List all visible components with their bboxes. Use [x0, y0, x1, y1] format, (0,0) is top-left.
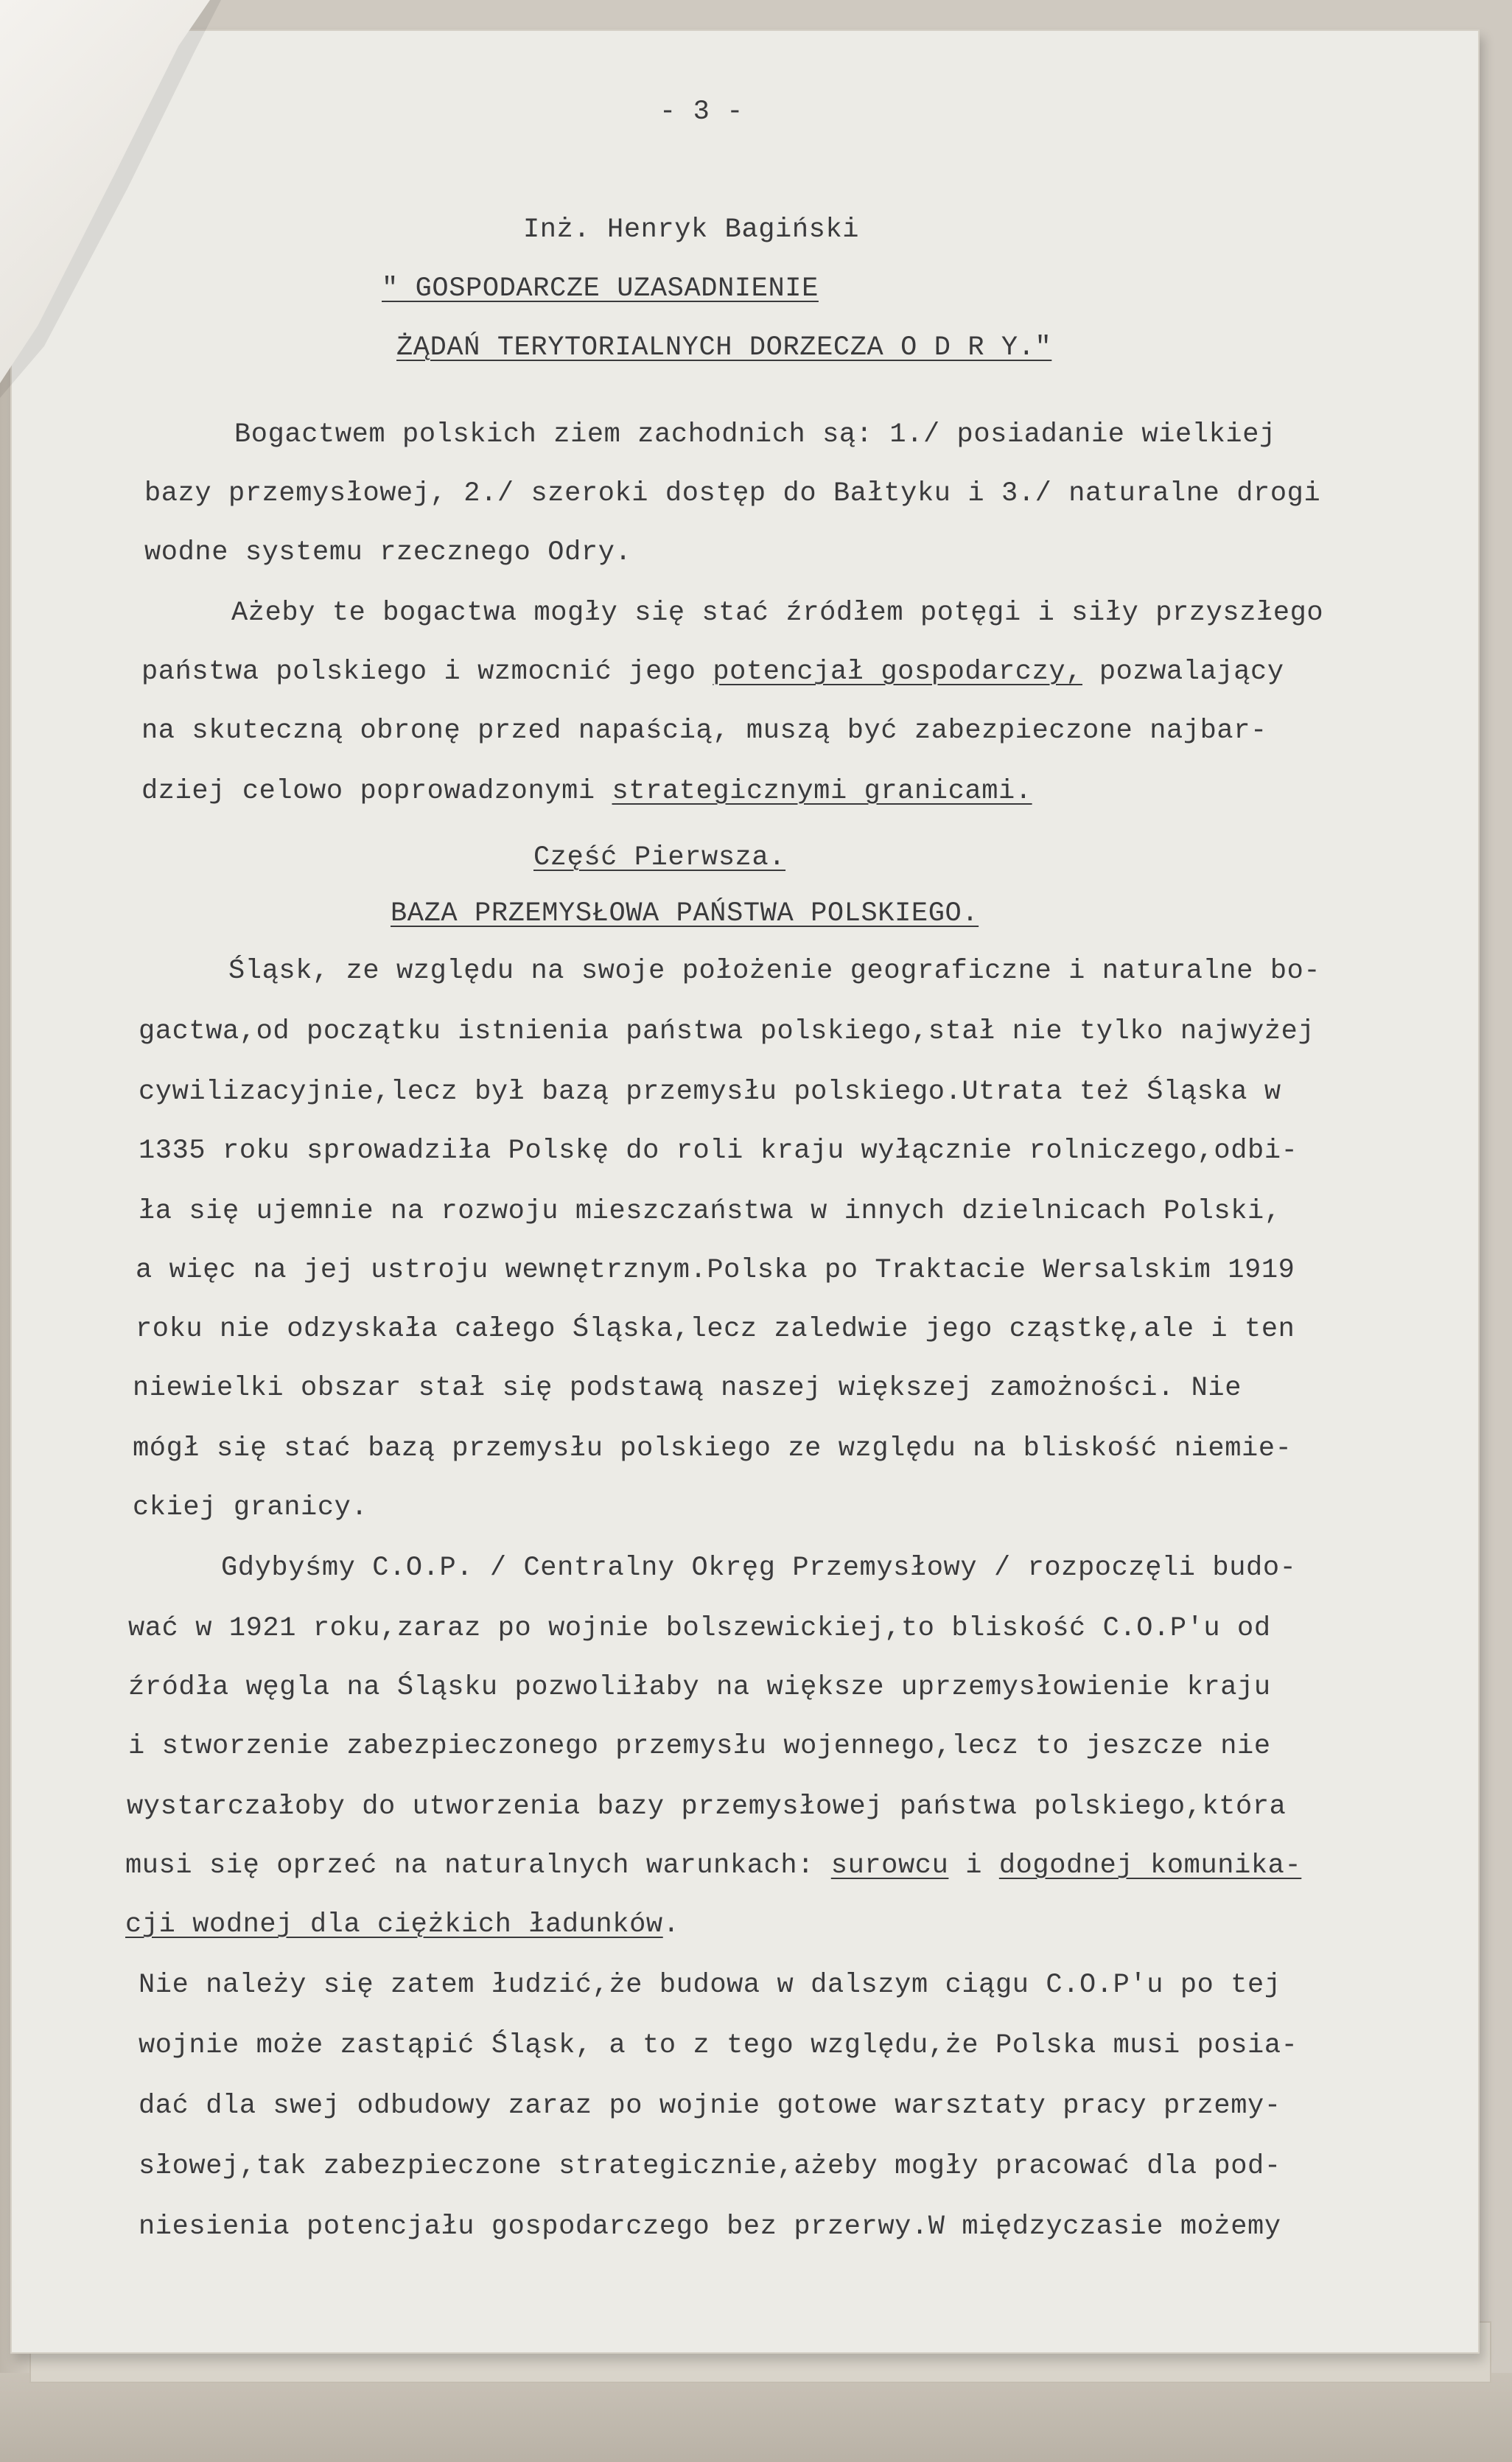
paragraph-3-line: Śląsk, ze względu na swoje położenie geograficzne i naturalne bo-	[228, 956, 1321, 987]
paragraph-5-line: wojnie może zastąpić Śląsk, a to z tego względu,że Polska musi posia-	[139, 2030, 1298, 2061]
paragraph-4-line: cji wodnej dla ciężkich ładunków.	[125, 1909, 680, 1940]
paragraph-3-line: gactwa,od początku istnienia państwa polskiego,stał nie tylko najwyżej	[139, 1016, 1315, 1047]
paragraph-3-line: a więc na jej ustroju wewnętrznym.Polska po Traktacie Wersalskim 1919	[136, 1255, 1295, 1286]
section-heading: BAZA PRZEMYSŁOWA PAŃSTWA POLSKIEGO.	[391, 898, 979, 929]
title-line-2: ŻĄDAŃ TERYTORIALNYCH DORZECZA O D R Y."	[396, 332, 1052, 363]
underlined-phrase: dogodnej komunika-	[998, 1850, 1302, 1881]
paragraph-4-line: musi się oprzeć na naturalnych warunkach: surowcu i dogodnej komunika-	[125, 1850, 1302, 1881]
paragraph-1-line: wodne systemu rzecznego Odry.	[144, 537, 632, 568]
paragraph-3-line: mógł się stać bazą przemysłu polskiego ze względu na bliskość niemie-	[133, 1433, 1292, 1464]
paragraph-2-line: Ażeby te bogactwa mogły się stać źródłem potęgi i siły przyszłego	[231, 598, 1324, 629]
backdrop-bottom	[0, 2373, 1512, 2462]
paragraph-1-line: Bogactwem polskich ziem zachodnich są: 1./ posiadanie wielkiej	[234, 419, 1276, 450]
paragraph-5-line: niesienia potencjału gospodarczego bez przerwy.W międzyczasie możemy	[139, 2211, 1281, 2242]
underlined-phrase: potencjał gospodarczy,	[713, 657, 1083, 688]
paragraph-4-line: i stworzenie zabezpieczonego przemysłu wojennego,lecz to jeszcze nie	[128, 1731, 1271, 1762]
paragraph-2-line: państwa polskiego i wzmocnić jego potencjał gospodarczy, pozwalający	[141, 657, 1284, 688]
paragraph-4-line: źródła węgla na Śląsku pozwoliłaby na większe uprzemysłowienie kraju	[128, 1672, 1271, 1703]
paragraph-2-line: dziej celowo poprowadzonymi strategicznymi granicami.	[141, 776, 1032, 807]
paragraph-3-line: niewielki obszar stał się podstawą naszej większej zamożności. Nie	[133, 1373, 1242, 1404]
paragraph-3-line: cywilizacyjnie,lecz był bazą przemysłu polskiego.Utrata też Śląska w	[139, 1077, 1281, 1108]
paragraph-3-line: roku nie odzyskała całego Śląska,lecz zaledwie jego cząstkę,ale i ten	[136, 1314, 1295, 1345]
paragraph-2-line: na skuteczną obronę przed napaścią, muszą być zabezpieczone najbar-	[141, 716, 1267, 746]
underlined-phrase: cji wodnej dla ciężkich ładunków	[125, 1909, 663, 1940]
author-name: Inż. Henryk Bagiński	[523, 214, 860, 245]
paragraph-3-line: 1335 roku sprowadziła Polskę do roli kraju wyłącznie rolniczego,odbi-	[139, 1136, 1298, 1167]
paragraph-4-line: wać w 1921 roku,zaraz po wojnie bolszewickiej,to bliskość C.O.P'u od	[128, 1613, 1271, 1644]
page-number: - 3 -	[659, 97, 744, 127]
document-page	[10, 29, 1480, 2354]
title-line-1: " GOSPODARCZE UZASADNIENIE	[382, 273, 819, 304]
paragraph-5-line: słowej,tak zabezpieczone strategicznie,ażeby mogły pracować dla pod-	[139, 2151, 1281, 2182]
part-heading: Część Pierwsza.	[533, 842, 786, 873]
paragraph-3-line: ła się ujemnie na rozwoju mieszczaństwa w innych dzielnicach Polski,	[139, 1196, 1281, 1227]
paragraph-4-line: Gdybyśmy C.O.P. / Centralny Okręg Przemysłowy / rozpoczęli budo-	[221, 1553, 1297, 1584]
paragraph-3-line: ckiej granicy.	[133, 1492, 368, 1523]
underlined-phrase: surowcu	[830, 1850, 949, 1881]
paragraph-5-line: Nie należy się zatem łudzić,że budowa w dalszym ciągu C.O.P'u po tej	[139, 1970, 1281, 2001]
underlined-phrase: strategicznymi granicami.	[612, 776, 1032, 807]
paragraph-4-line: wystarczałoby do utworzenia bazy przemysłowej państwa polskiego,która	[127, 1791, 1287, 1822]
paragraph-1-line: bazy przemysłowej, 2./ szeroki dostęp do Bałtyku i 3./ naturalne drogi	[144, 478, 1321, 509]
paragraph-5-line: dać dla swej odbudowy zaraz po wojnie gotowe warsztaty pracy przemy-	[139, 2091, 1281, 2122]
